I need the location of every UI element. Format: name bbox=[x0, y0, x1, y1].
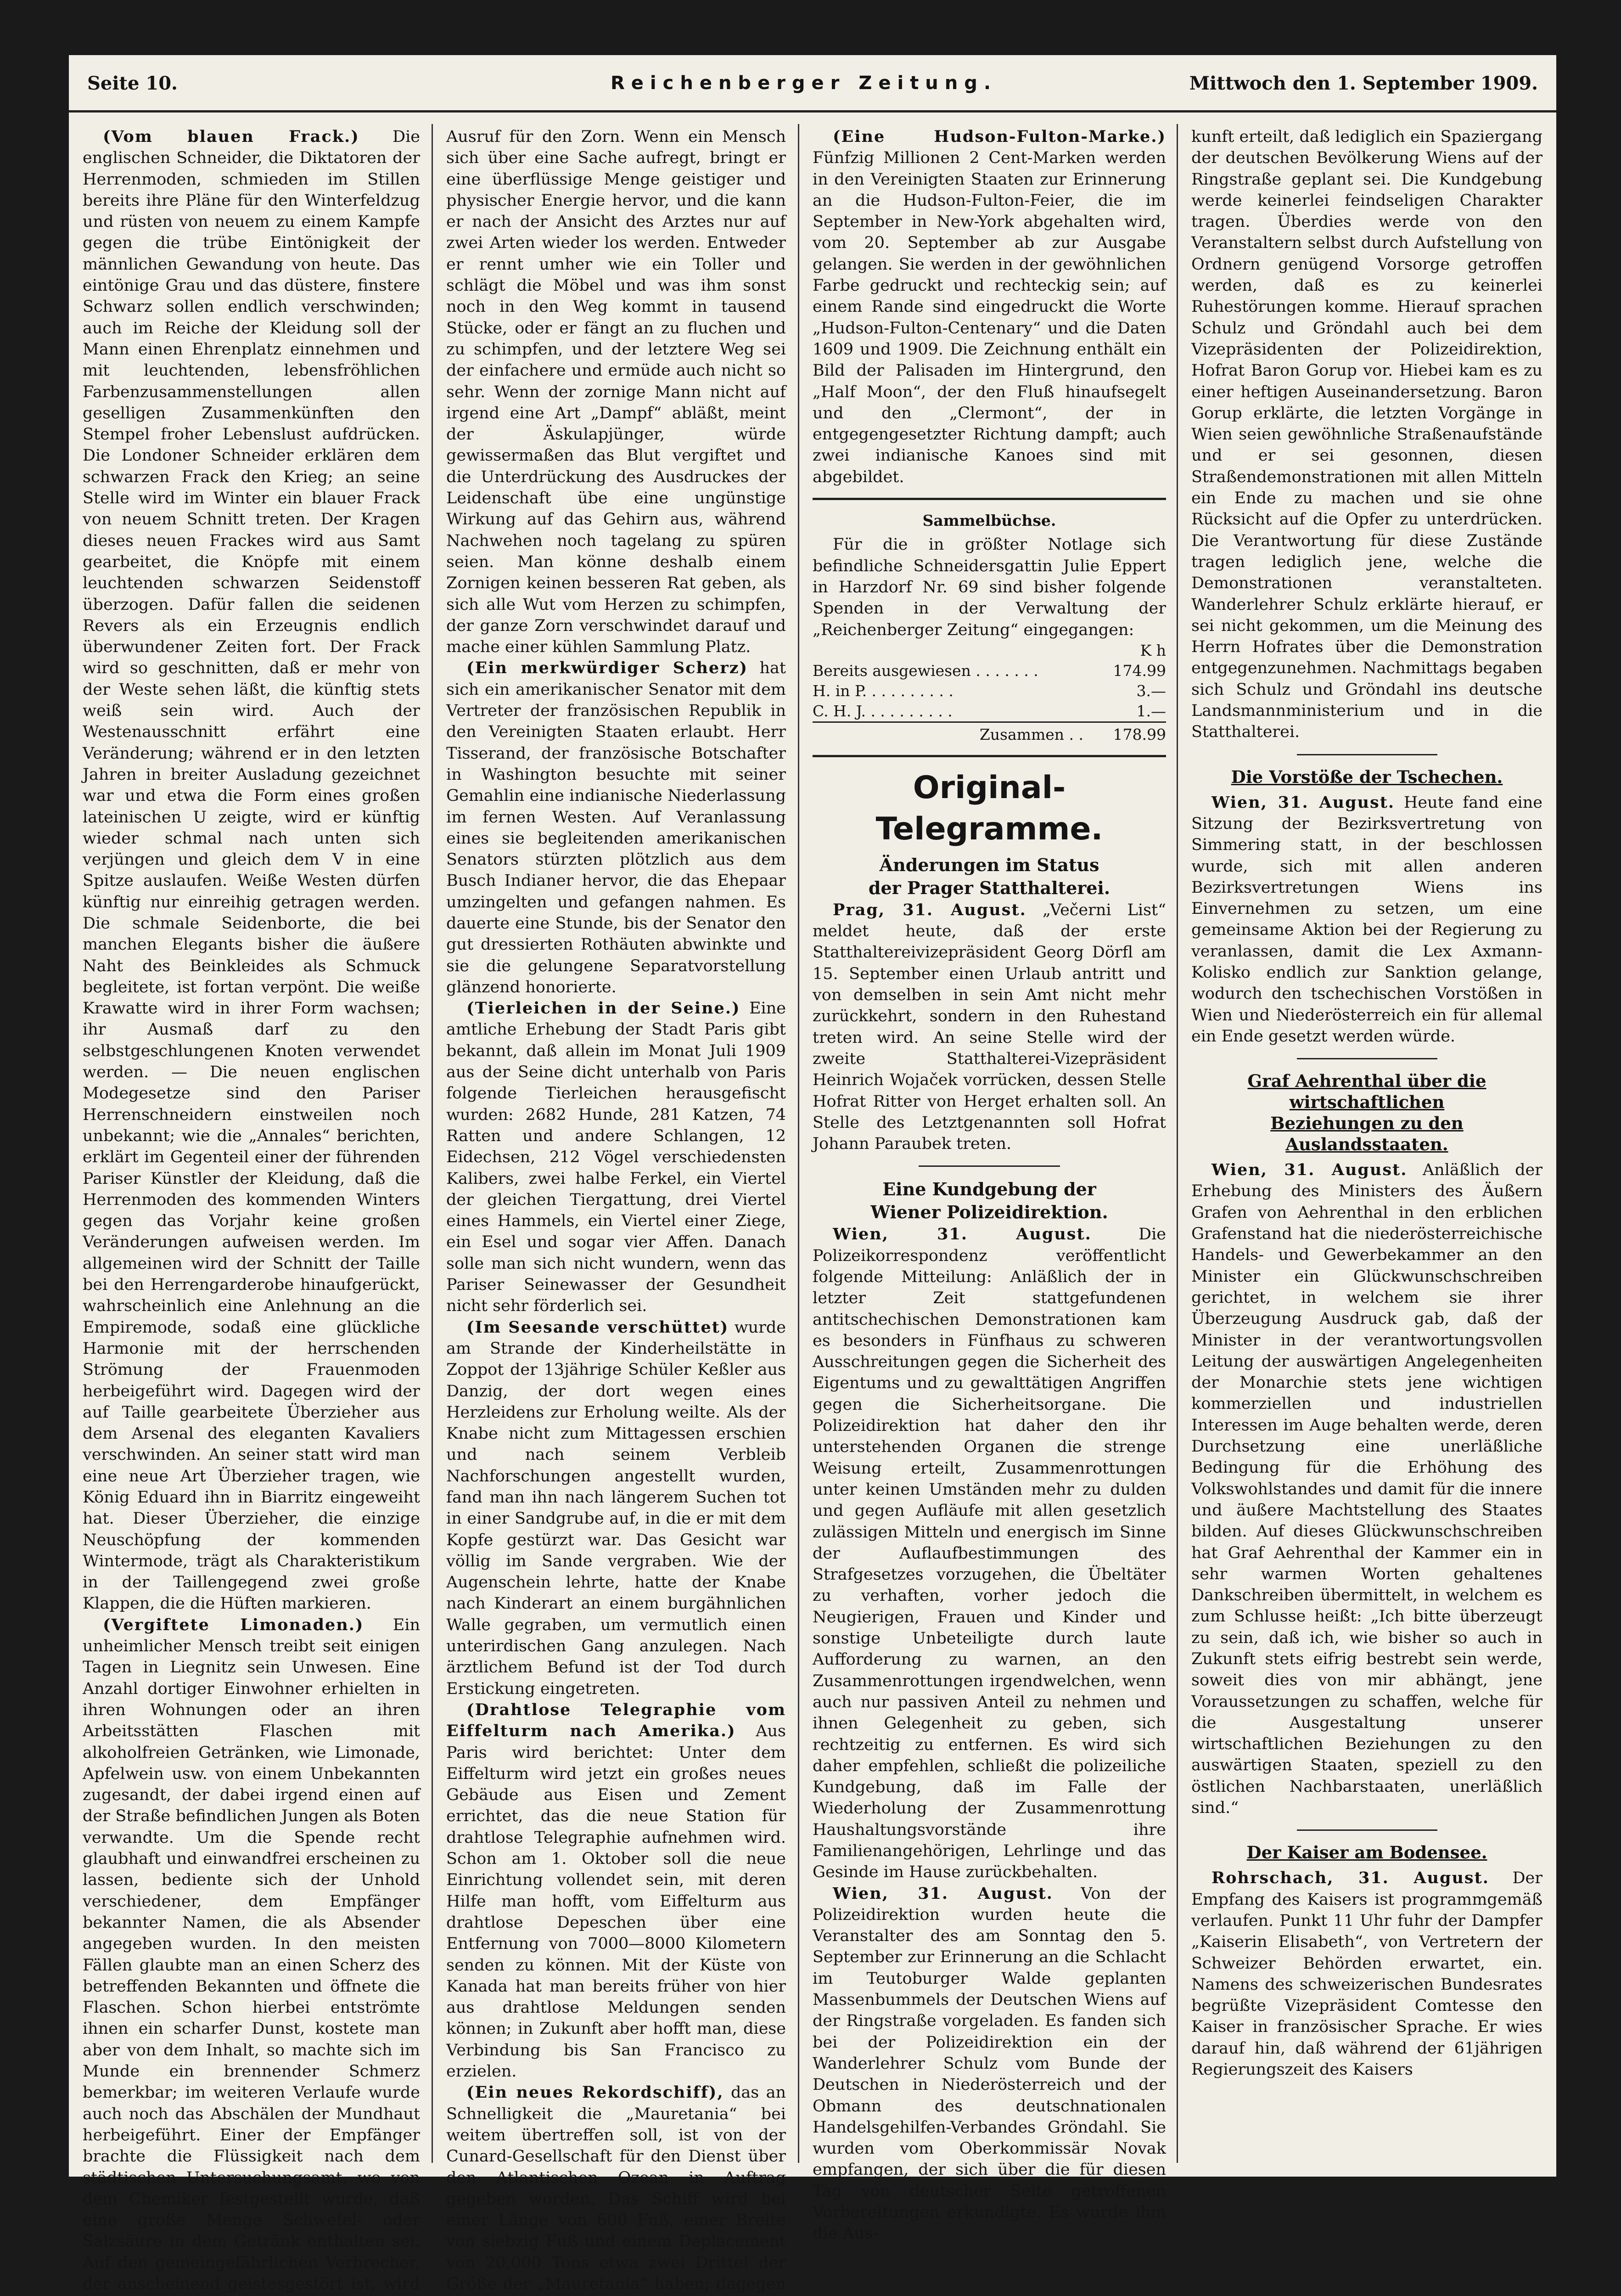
article-police-notice: Wien, 31. August. Die Polizeikorrespondenz veröffentlicht folgende Mitteilung: Anläßlich der in letzter Zeit stattgefundenen antitschechischen Demonstrationen kam es besonders in Fünfhaus zu schweren Ausschreitungen gegen die Sicherheit des Eigentums und zu gewalttätigen Angriffen gegen die Sicherheitsorgane. Die Polizeidirektion hat daher den ihr unterstehenden Organen die strenge Weisung erteilt, Zusammenrottungen unter keinen Umständen mehr zu dulden und gegen Aufläufe mit allen gesetzlich zulässigen Mitteln und energisch im Sinne der Auflaufbestimmungen des Strafgesetzes vorzugehen, die Übeltäter zu verhaften, vorher jedoch die Neugierigen, Frauen und Kinder und sonstige Unbeteiligte durch laute Aufforderung zu warnen, an den Zusammenrottungen irgendwelchen, wenn auch nur passiven Anteil zu nehmen und ihnen Gelegenheit zu geben, sich rechtzeitig zu entfernen. Es wird sich daher empfehlen, schließt die polizeiliche Kundgebung, daß im Falle der Wiederholung der Zusammenrottung Haushaltungsvorstände ihre Familienangehörigen, Lehrlinge und das Gesinde im Hause zurückbehalten. bbox=[813, 1225, 1166, 1882]
ledger-row: C. H. J. . . . . . . . . . 1.— bbox=[813, 702, 1166, 720]
collection-box-title: Sammelbüchse. bbox=[922, 512, 1056, 530]
page-number: Seite 10. bbox=[87, 73, 178, 94]
section-rule bbox=[813, 498, 1166, 500]
article-wireless-telegraphy: (Drahtlose Telegraphie vom Eiffelturm nach Amerika.) Aus Paris wird berichtet: Unter dem Eiffelturm wird jetzt ein großes neues Gebäude aus Eisen und Zement errichtet, das die neue Station für drahtlose Telegraphie aufnehmen wird. Schon am 1. Oktober soll die neue Einrichtung vollendet sein, mit deren Hilfe man hofft, vom Eiffelturm aus drahtlose Depeschen über eine Entfernung von 7000—8000 Kilometern senden zu können. Mit der Küste von Kanada hat man bereits früher von hier aus drahtlose Meldungen senden können; in Zukunft aber hofft man, diese Verbindung bis San Francisco zu erzielen. bbox=[446, 1700, 786, 2081]
telegrams-headline: Original-Telegramme. bbox=[875, 769, 1103, 847]
headline-prague: Änderungen im Status der Prager Statthalterei. bbox=[868, 854, 1111, 898]
article-animal-carcasses: (Tierleichen in der Seine.) Eine amtliche Erhebung der Stadt Paris gibt bekannt, daß allein im Monat Juli 1909 aus der Seine dicht unterhalb von Paris folgende Tierleichen herausgefischt wurden: 2682 Hunde, 281 Katzen, 74 Ratten und andere Schlangen, 12 Eidechsen, 212 Vögel verschiedensten Kalibers, zwei halbe Ferkel, ein Viertel der gleichen Tiergattung, drei Viertel eines Hammels, ein Viertel einer Ziege, ein Esel und sogar vier Affen. Danach solle man sich nicht wundern, wenn das Pariser Seinewasser der Gesundheit nicht sehr förderlich sei. bbox=[446, 999, 786, 1316]
article-rule bbox=[1297, 754, 1437, 755]
article-blue-tailcoat: (Vom blauen Frack.) Die englischen Schneider, die Diktatoren der Herrenmoden, schmieden im Stillen bereits ihre Pläne für den Winterfeldzug und rüsten von neuem zu einem Kampfe gegen die trübe Eintönigkeit der männlichen Gewandung von heute. Das eintönige Grau und das düstere, finstere Schwarz sollen endlich verschwinden; auch im Reiche der Kleidung soll der Mann einen Ehrenplatz einnehmen und mit leuchtenden, lebensfröhlichen Farbenzusammenstellungen allen geselligen Zusammenkünften den Stempel froher Lebenslust aufdrücken. Die Londoner Schneider erklären dem schwarzen Frack den Krieg; an seine Stelle wird im Winter ein blauer Frack von neuem Schnitt treten. Der Kragen dieses neuen Frackes wird aus Samt gearbeitet, die Knöpfe mit einem leuchtenden schwarzen Seidenstoff überzogen. Dafür fallen die seidenen Revers als ein Erzeugnis endlich überwundener Zeiten fort. Der Frack wird so geschnitten, daß er mehr von der Weste sehen läßt, die künftig stets weiß sein wird. Auch der Westenausschnitt erfährt eine Veränderung; während er in den letzten Jahren in breiter Ausladung gezeichnet war und etwa die Form eines großen lateinischen U zeigte, wird er künftig wieder schmal nach unten sich verjüngen und gleich dem V in eine Spitze auslaufen. Weiße Westen dürfen künftig nur einreihig getragen werden. Die schmale Seidenborte, die bei manchen Elegants bisher die äußere Naht des Beinkleides als Schmuck begleitete, ist fortan verpönt. Die weiße Krawatte wird in ihrer Form wachsen; ihr Ausmaß darf zu den selbstgeschlungenen Knoten verwendet werden. — Die neuen englischen Modegesetze sind den Pariser Herrenschneidern einstweilen noch unbekannt; wie die „Annales“ berichten, erklärt im Gegenteil einer der führenden Pariser Künstler der Kleidung, daß die Herrenmoden des kommenden Winters gegen das Vorjahr keine großen Veränderungen aufweisen werden. Im allgemeinen wird der Schnitt der Taille bei den Herrengarderobe hinaufgerückt, wahrscheinlich eine Anlehnung an die Empiremode, sodaß eine glückliche Harmonie mit der herrschenden Strömung der Frauenmoden herbeigeführt wird. Dagegen wird der auf Taille gearbeitete Überzieher aus dem Arsenal des eleganten Kavaliers verschwinden. An seiner statt wird man eine neue Art Überzieher tragen, wie König Eduard ihn in Biarritz eingeweiht hat. Dieser Überzieher, die einzige Neuschöpfung der kommenden Wintermode, trägt als Charakteristikum in der Taillengegend zwei große Klappen, die die Hüften markieren. bbox=[83, 127, 420, 1613]
ledger-row: Bereits ausgewiesen . . . . . . . 174.99 bbox=[813, 661, 1166, 680]
ledger-total: Zusammen . . 178.99 bbox=[813, 722, 1166, 745]
article-hudson-fulton-stamp: (Eine Hudson-Fulton-Marke.) Fünfzig Millionen 2 Cent-Marken werden in den Vereinigten Staaten zur Erinnerung an die Hudson-Fulton-Feier, die im September in New-York abgehalten wird, vom 20. September ab zur Ausgabe gelangen. Sie werden in der gewöhnlichen Farbe gedruckt und rechteckig sein; auf einem Rande sind eingedruckt die Worte „Hudson-Fulton-Centenary“ und die Daten 1609 und 1909. Die Zeichnung enthält ein Bild der Palisaden im Hintergrund, den „Half Moon“, der den Fluß hinaufsegelt und den „Clermont“, der in entgegengesetzter Richtung dampft; auch zwei indianische Kanoes sind mit abgebildet. bbox=[813, 127, 1166, 486]
article-aehrenthal: Wien, 31. August. Anläßlich der Erhebung des Ministers des Äußern Grafen von Aehrenthal in den erblichen Grafenstand hat die niederösterreichische Handels- und Gewerbekammer an den Minister ein Glückwunschschreiben gerichtet, in welchem sie ihrer Überzeugung Ausdruck gab, daß der Minister in der verantwortungsvollen Leitung der auswärtigen Angelegenheiten der Monarchie stets jene wichtigen kommerziellen und industriellen Interessen im Auge behalten werde, deren Durchsetzung eine unerläßliche Bedingung für die Erhöhung des Volkswohlstandes und damit für die innere und äußere Machtstellung des Staates bilden. Auf dieses Glückwunschschreiben hat Graf Aehrenthal der Kammer ein in sehr warmen Worten gehaltenes Dankschreiben übermittelt, in welchem es zum Schlusse heißt: „Ich bitte überzeugt zu sein, daß ich, wie bisher so auch in Zukunft stets eifrig bestrebt sein werde, soweit dies von mir abhängt, jene Voraussetzungen zu schaffen, welche für die Ausgestaltung unserer wirtschaftlichen Beziehungen zu den auswärtigen Staaten, speziell zu den östlichen Nachbarstaaten, unerläßlich sind.“ bbox=[1191, 1160, 1542, 1818]
ledger-header: K h bbox=[1140, 641, 1166, 659]
headline-aehrenthal: Graf Aehrenthal über die wirtschaftlichen Beziehungen zu den Auslandsstaaten. bbox=[1247, 1071, 1486, 1155]
article-prague-statthalterei: Prag, 31. August. „Večerni List“ meldet heute, daß der erste Statthaltereivizepräsident Georg Dörfl am 15. September einen Urlaub antritt und von demselben in sein Amt nicht mehr zurückkehrt, sondern in den Ruhestand treten wird. An seine Stelle wird der zweite Statthalterei-Vizepräsident Heinrich Wojaček vorrücken, dessen Stelle Hofrat Ritter von Herget erhalten soll. An Stelle des Letztgenannten soll Hofrat Johann Paraubek treten. bbox=[813, 900, 1166, 1154]
article-police-continued: kunft erteilt, daß lediglich ein Spaziergang der deutschen Bevölkerung Wiens auf der Ringstraße geplant sei. Die Kundgebung werde keinerlei feindseligen Charakter tragen. Überdies werde von den Veranstaltern selbst durch Aufstellung von Ordnern genügend Vorsorge getroffen werden, daß es zu keinerlei Ruhestörungen komme. Hierauf sprachen Schulz und Gröndahl auch bei dem Vizepräsidenten der Polizeidirektion, Hofrat Baron Gorup vor. Hiebei kam es zu einer heftigen Auseinandersetzung. Baron Gorup erklärte, die letzten Vorgänge in Wien seien gewöhnliche Straßenaufstände und er sei gesonnen, diesen Straßendemonstrationen mit allen Mitteln ein Ende zu machen und sie ohne Rücksicht auf die Opfer zu unterdrücken. Die Verantwortung für diese Zustände tragen lediglich jene, welche die Demonstrationen veranstalteten. Wanderlehrer Schulz erklärte hierauf, er sei nicht gekommen, um die Meinung des Herrn Hofrates über die Demonstration entgegenzunehmen. Nachmittags begaben sich Schulz und Gröndahl ins deutsche Landsmannministerium und in die Statthalterei. bbox=[1191, 128, 1542, 742]
article-rule bbox=[1297, 1058, 1437, 1059]
column-1 bbox=[83, 126, 420, 2293]
article-rule bbox=[1297, 1829, 1437, 1831]
article-record-ship: (Ein neues Rekordschiff), das an Schnelligkeit die „Mauretania“ bei weitem übertreffen soll, ist von der Cunard-Gesellschaft für den Dienst über den Atlantischen Ozean in Auftrag gegeben worden. Das Schiff wird bei einer Länge von 600 Fuß, einer Breite von siebzig Fuß und einem Deplacement von 20.000 Tons etwa zwei Drittel der Größe der „Mauretania“ haben; dagegen bbox=[446, 2083, 786, 2293]
issue-date: Mittwoch den 1. September 1909. bbox=[1189, 73, 1538, 94]
newspaper-page bbox=[69, 55, 1556, 2293]
column-divider bbox=[798, 124, 799, 2163]
column-3 bbox=[813, 126, 1166, 2243]
article-rule bbox=[919, 1165, 1060, 1167]
column-4 bbox=[1191, 126, 1542, 2161]
page-header bbox=[69, 55, 1556, 113]
masthead: Reichenberger Zeitung. bbox=[611, 73, 998, 94]
article-strange-joke: (Ein merkwürdiger Scherz) hat sich ein amerikanischer Senator mit dem Vertreter der französischen Republik in den Vereinigten Staaten erlaubt. Herr Tisserand, der französische Botschafter in Washington besuchte mit seiner Gemahlin eine indianische Niederlassung im fernen Westen. Auf Veranlassung eines sie begleitenden amerikanischen Senators stürzten plötzlich aus dem Busch Indianer hervor, die das Ehepaar umzingelten und gefangen nahmen. Es dauerte eine Stunde, bis der Senator den gut dressierten Rothäuten abwinkte und sie die gelungene Separatvorstellung glänzend honorierte. bbox=[446, 658, 786, 996]
column-divider bbox=[432, 124, 433, 2163]
article-czech-advances: Wien, 31. August. Heute fand eine Sitzung der Bezirksvertretung von Simmering statt, in der beschlossen wurde, sich mit allen anderen Bezirksvertretungen Wiens ins Einvernehmen zu setzen, um eine gemeinsame Aktion bei der Regierung zu veranlassen, damit die Lex Axmann-Kolisko endlich zur Sanktion gelange, wodurch den tschechischen Vorstößen in Wien und Niederösterreich ein für allemal ein Ende gesetzt werden würde. bbox=[1191, 793, 1542, 1046]
article-poisoned-lemonade: (Vergiftete Limonaden.) Ein unheimlicher Mensch treibt seit einigen Tagen in Liegnitz sein Unwesen. Eine Anzahl dortiger Einwohner erhielten in ihren Wohnungen oder an ihren Arbeitsstätten Flaschen mit alkoholfreien Getränken, wie Limonade, Apfelwein usw. von einem Unbekannten zugesandt, der dabei irgend einen auf der Straße befindlichen Jungen als Boten verwandte. Um die Spende recht glaubhaft und einwandfrei erscheinen zu lassen, bediente sich der Unhold verschiedener, dem Empfänger bekannter Namen, die als Absender angegeben wurden. In den meisten Fällen glaubte man an einen Scherz des betreffenden Bekannten und öffnete die Flaschen. Schon hierbei entströmte ihnen ein scharfer Dunst, kostete man aber von dem Inhalt, so machte sich im Munde ein brennender Schmerz bemerkbar; im weiteren Verlaufe wurde auch noch das Abschälen der Mundhaut herbeigeführt. Einer der Empfänger brachte die Flüssigkeit nach dem städtischen Untersuchungsamt, wo von dem Chemiker festgestellt wurde, daß eine große Menge Schwefel- oder Salzsäure in dem Getränk enthalten sei. Auf den gemeingefährlichen Verbrecher, der anscheinend geistesgestört ist, wird bbox=[83, 1615, 420, 2293]
donation-ledger bbox=[813, 641, 1166, 745]
collection-box-text: Für die in größter Notlage sich befindliche Schneidersgattin Julie Eppert in Harzdorf Nr. 69 sind bisher folgende Spenden in der Verwaltung der „Reichenberger Zeitung“ eingegangen: bbox=[813, 535, 1166, 639]
article-scolding-continued: Ausruf für den Zorn. Wenn ein Mensch sich über eine Sache aufregt, bringt er eine überflüssige Menge geistiger und physischer Energie hervor, und die kann er nach der Ansicht des Arztes nur auf zwei Arten wieder los werden. Entweder er rennt umher wie ein Toller und schlägt die Möbel und was ihm sonst noch in den Weg kommt in tausend Stücke, oder er fängt an zu fluchen und zu schimpfen, und der letztere Weg sei der einfachere und ermüde auch nicht so sehr. Wenn der zornige Mann nicht auf irgend eine Art „Dampf“ abläßt, meint der Äskulapjünger, würde gewissermaßen das Blut vergiftet und die Unterdrückung des Ausdruckes der Leidenschaft übe eine ungünstige Wirkung auf das Gehirn aus, während Nachwehen noch tagelang zu spüren seien. Man könne deshalb einem Zornigen keinen besseren Rat geben, als sich alle Wut vom Herzen zu schimpfen, der ganze Zorn verschwindet darauf und mache einer kühlen Sammlung Platz. bbox=[446, 128, 786, 657]
column-2 bbox=[446, 126, 786, 2293]
article-police-summons: Wien, 31. August. Von der Polizeidirektion wurden heute die Veranstalter des am Sonntag den 5. September zur Erinnerung an die Schlacht im Teutoburger Walde geplanten Massenbummels der Deutschen Wiens auf der Ringstraße vorgeladen. Es fanden sich bei der Polizeidirektion ein der Wanderlehrer Schulz vom Bunde der Deutschen in Niederösterreich und der Obmann des deutschnationalen Handelsgehilfen-Verbandes Gröndahl. Sie wurden vom Oberkommissär Novak empfangen, der sich über die für diesen Tag von deutscher Seite getroffenen Vorbereitungen erkundigte. Es wurde ihm die Aus- bbox=[813, 1884, 1166, 2243]
headline-emperor-lake-constance: Der Kaiser am Bodensee. bbox=[1246, 1842, 1487, 1863]
column-divider bbox=[1177, 124, 1178, 2163]
article-buried-in-sand: (Im Seesande verschüttet) wurde am Strande der Kinderheilstätte in Zoppot der 13jährige Schüler Keßler aus Danzig, der dort wegen eines Herzleidens zur Erholung weilte. Als der Knabe nicht zum Mittagessen erschien und nach seinem Verbleib Nachforschungen angestellt wurden, fand man ihn nach längerem Suchen tot in einer Sandgrube auf, in die er mit dem Kopfe gestürzt war. Das Gesicht war völlig im Sande vergraben. Wie der Augenschein lehrte, hatte der Knabe nach Kinderart an einem burgähnlichen Walle gegraben, um vermutlich einen unterirdischen Gang anzulegen. Nach ärztlichem Befund ist der Tod durch Erstickung eingetreten. bbox=[446, 1317, 786, 1698]
article-emperor-lake-constance: Rohrschach, 31. August. Der Empfang des Kaisers ist programmgemäß verlaufen. Punkt 11 Uhr fuhr der Dampfer „Kaiserin Elisabeth“, von Vertretern der Schweizer Behörden erwartet, ein. Namens des schweizerischen Bundesrates begrüßte Vizepräsident Comtesse den Kaiser in französischer Sprache. Er wies darauf hin, daß während der 61jährigen Regierungszeit des Kaisers bbox=[1191, 1868, 1542, 2079]
headline-police: Eine Kundgebung der Wiener Polizeidirektion. bbox=[870, 1179, 1108, 1223]
ledger-row: H. in P. . . . . . . . . . 3.— bbox=[813, 681, 1166, 700]
headline-czech-advances: Die Vorstöße der Tschechen. bbox=[1231, 766, 1503, 787]
section-rule bbox=[813, 755, 1166, 757]
